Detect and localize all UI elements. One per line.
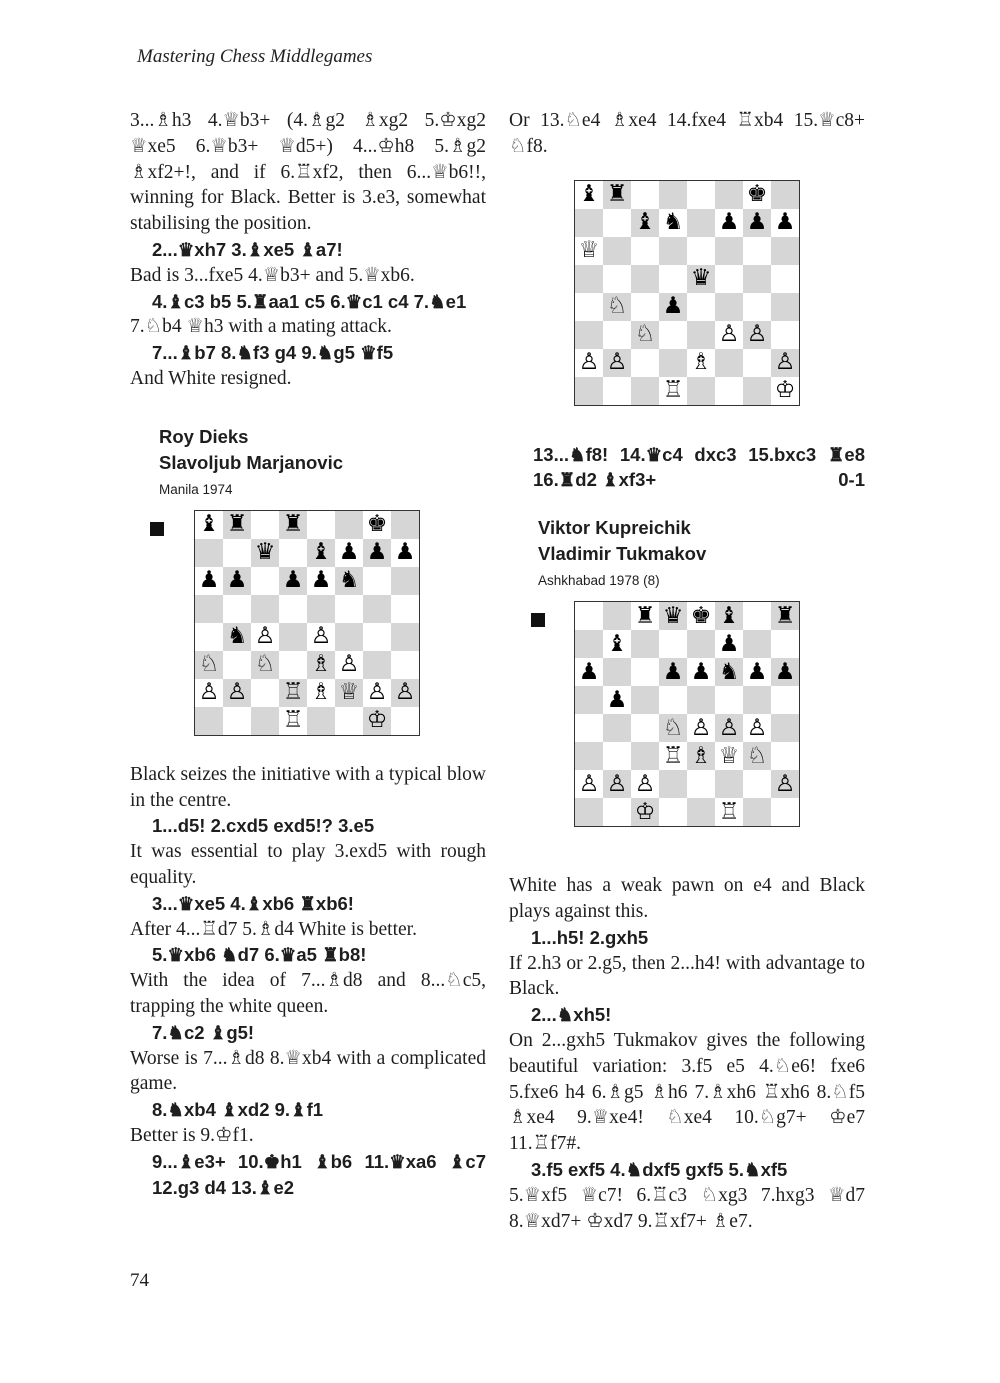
- chess-piece-icon: ♜: [223, 511, 251, 539]
- board-square: [195, 707, 223, 735]
- chess-piece-icon: ♟: [743, 658, 771, 686]
- left-paragraph-6: It was essential to play 3.exd5 with rough equality.: [130, 841, 486, 888]
- chess-piece-icon: ♗: [307, 679, 335, 707]
- chess-piece-icon: ♟: [575, 658, 603, 686]
- page-number: 74: [130, 1270, 149, 1291]
- board-square: [363, 595, 391, 623]
- right-moves-1: [509, 442, 865, 494]
- left-moves-9: 9...♝e3+ 10.♚h1 ♝b6 11.♛xa6 ♝c7 12.g3 d4 13.♝e2: [152, 1150, 486, 1198]
- game-header-2: [538, 515, 865, 591]
- board-square: [659, 686, 687, 714]
- board-square: [363, 623, 391, 651]
- chess-piece-icon: ♟: [659, 293, 687, 321]
- board-square: [771, 686, 799, 714]
- board-square: [687, 237, 715, 265]
- board-square: [687, 321, 715, 349]
- chess-piece-icon: ♙: [743, 714, 771, 742]
- chess-piece-icon: ♙: [631, 770, 659, 798]
- board-square: [603, 377, 631, 405]
- board-square: [743, 377, 771, 405]
- right-column: [509, 108, 865, 1234]
- chess-piece-icon: ♞: [223, 623, 251, 651]
- chess-piece-icon: ♘: [195, 651, 223, 679]
- left-paragraph-8: With the idea of 7...♗d8 and 8...♘c5, trapping the white queen.: [130, 970, 486, 1017]
- left-paragraph-3: 7.♘b4 ♕h3 with a mating attack.: [130, 316, 392, 338]
- board-square: [687, 686, 715, 714]
- left-moves-2: 4.♝c3 b5 5.♜aa1 c5 6.♛c1 c4 7.♞e1: [152, 290, 467, 312]
- board-square: [575, 686, 603, 714]
- chess-piece-icon: ♕: [575, 237, 603, 265]
- board-square: [575, 742, 603, 770]
- board-square: [391, 567, 419, 595]
- board-square: [195, 623, 223, 651]
- board-square: [251, 679, 279, 707]
- chess-piece-icon: ♟: [195, 567, 223, 595]
- left-paragraph-7: After 4...♖d7 5.♗d4 White is better.: [130, 918, 417, 940]
- board-square: [715, 265, 743, 293]
- board-square: [771, 293, 799, 321]
- left-paragraph-5: Black seizes the initiative with a typical blow in the centre.: [130, 763, 486, 811]
- chess-piece-icon: ♟: [223, 567, 251, 595]
- board-square: [743, 265, 771, 293]
- chess-piece-icon: ♗: [307, 651, 335, 679]
- chess-piece-icon: ♜: [771, 602, 799, 630]
- board-square: [223, 539, 251, 567]
- board-square: [307, 511, 335, 539]
- game-header-1: [159, 424, 486, 500]
- chess-piece-icon: ♖: [659, 742, 687, 770]
- chess-piece-icon: ♟: [715, 630, 743, 658]
- board-square: [575, 293, 603, 321]
- board-square: [603, 602, 631, 630]
- chess-piece-icon: ♙: [223, 679, 251, 707]
- board-square: [631, 658, 659, 686]
- left-moves-5: 3...♛xe5 4.♝xb6 ♜xb6!: [152, 892, 354, 914]
- board-square: [575, 321, 603, 349]
- board-square: [771, 742, 799, 770]
- board-square: [659, 181, 687, 209]
- chess-piece-icon: ♟: [391, 539, 419, 567]
- board-square: [631, 237, 659, 265]
- white-player-name: Viktor Kupreichik: [538, 517, 691, 539]
- board-square: [603, 658, 631, 686]
- board-square: [687, 770, 715, 798]
- chess-piece-icon: ♚: [743, 181, 771, 209]
- chess-piece-icon: ♝: [575, 181, 603, 209]
- board-square: [771, 237, 799, 265]
- board-square: [603, 742, 631, 770]
- board-square: [659, 265, 687, 293]
- board-square: [659, 630, 687, 658]
- chess-piece-icon: ♟: [335, 539, 363, 567]
- board-square: [279, 651, 307, 679]
- chess-piece-icon: ♟: [363, 539, 391, 567]
- board-square: [771, 181, 799, 209]
- board-square: [743, 602, 771, 630]
- chess-piece-icon: ♘: [743, 742, 771, 770]
- chess-piece-icon: ♙: [771, 770, 799, 798]
- board-square: [575, 209, 603, 237]
- board-square: [631, 265, 659, 293]
- right-paragraph-1: Or 13.♘e4 ♗xe4 14.fxe4 ♖xb4 15.♕c8+ ♘f8.: [509, 110, 865, 157]
- chess-piece-icon: ♖: [279, 679, 307, 707]
- chess-piece-icon: ♟: [687, 658, 715, 686]
- moves-text: 13...♞f8! 14.♛c4 dxc3 15.bxc3 ♜e8 16.♜d2 ♝xf3+: [533, 443, 865, 491]
- chess-piece-icon: ♟: [771, 209, 799, 237]
- board-square: [335, 623, 363, 651]
- left-moves-4: 1...d5! 2.cxd5 exd5!? 3.e5: [152, 815, 375, 837]
- chess-piece-icon: ♔: [631, 798, 659, 826]
- board-square: [279, 539, 307, 567]
- chess-piece-icon: ♘: [603, 293, 631, 321]
- board-square: [335, 707, 363, 735]
- chess-piece-icon: ♖: [715, 798, 743, 826]
- board-square: [687, 798, 715, 826]
- chess-piece-icon: ♛: [659, 602, 687, 630]
- chess-piece-icon: ♙: [335, 651, 363, 679]
- board-square: [743, 237, 771, 265]
- chess-piece-icon: ♙: [575, 349, 603, 377]
- chessboard: [574, 601, 800, 827]
- left-moves-6: 5.♛xb6 ♞d7 6.♛a5 ♜b8!: [152, 944, 367, 966]
- chess-piece-icon: ♟: [307, 567, 335, 595]
- board-square: [575, 377, 603, 405]
- left-paragraph-9: Worse is 7...♗d8 8.♕xb4 with a complicated game.: [130, 1047, 486, 1095]
- chess-piece-icon: ♕: [715, 742, 743, 770]
- chess-piece-icon: ♝: [603, 630, 631, 658]
- left-column: [130, 108, 486, 1200]
- chess-piece-icon: ♜: [279, 511, 307, 539]
- board-square: [715, 686, 743, 714]
- board-square: [631, 349, 659, 377]
- chess-piece-icon: ♟: [659, 658, 687, 686]
- white-player-name: Roy Dieks: [159, 425, 249, 447]
- chess-piece-icon: ♕: [335, 679, 363, 707]
- board-square: [771, 321, 799, 349]
- chess-piece-icon: ♝: [631, 209, 659, 237]
- board-square: [771, 265, 799, 293]
- chess-piece-icon: ♙: [603, 349, 631, 377]
- board-square: [603, 209, 631, 237]
- board-square: [223, 595, 251, 623]
- board-square: [771, 714, 799, 742]
- chess-piece-icon: ♙: [363, 679, 391, 707]
- board-square: [687, 209, 715, 237]
- right-moves-3: 2...♞xh5!: [531, 1004, 612, 1026]
- board-square: [715, 377, 743, 405]
- board-square: [195, 595, 223, 623]
- board-square: [771, 798, 799, 826]
- chess-piece-icon: ♚: [363, 511, 391, 539]
- chess-piece-icon: ♘: [251, 651, 279, 679]
- board-square: [307, 707, 335, 735]
- chess-piece-icon: ♘: [631, 321, 659, 349]
- chess-piece-icon: ♟: [603, 686, 631, 714]
- board-square: [631, 377, 659, 405]
- board-square: [603, 714, 631, 742]
- left-paragraph-2: Bad is 3...fxe5 4.♕b3+ and 5.♕xb6.: [130, 264, 415, 286]
- board-square: [743, 770, 771, 798]
- chess-piece-icon: ♟: [279, 567, 307, 595]
- black-to-move-marker: [531, 613, 545, 627]
- board-square: [223, 707, 251, 735]
- chess-piece-icon: ♙: [715, 321, 743, 349]
- board-square: [223, 651, 251, 679]
- board-square: [687, 293, 715, 321]
- right-paragraph-3: If 2.h3 or 2.g5, then 2...h4! with advantage to Black.: [509, 952, 865, 1000]
- board-square: [659, 798, 687, 826]
- chessboard: [574, 180, 800, 406]
- left-paragraph-10: Better is 9.♔f1.: [130, 1124, 254, 1146]
- board-square: [575, 630, 603, 658]
- board-square: [631, 181, 659, 209]
- right-paragraph-2: White has a weak pawn on e4 and Black plays against this.: [509, 875, 865, 922]
- board-square: [603, 321, 631, 349]
- board-square: [251, 511, 279, 539]
- board-square: [715, 349, 743, 377]
- chess-piece-icon: ♙: [715, 714, 743, 742]
- board-square: [743, 293, 771, 321]
- chess-piece-icon: ♔: [771, 377, 799, 405]
- chess-piece-icon: ♝: [195, 511, 223, 539]
- board-square: [575, 265, 603, 293]
- left-moves-7: 7.♞c2 ♝g5!: [152, 1021, 255, 1043]
- chess-piece-icon: ♟: [715, 209, 743, 237]
- board-square: [687, 630, 715, 658]
- event-name: Manila 1974: [159, 481, 233, 497]
- left-moves-1: 2...♛xh7 3.♝xe5 ♝a7!: [152, 238, 343, 260]
- board-square: [391, 511, 419, 539]
- chess-piece-icon: ♙: [307, 623, 335, 651]
- chess-piece-icon: ♝: [307, 539, 335, 567]
- black-player-name: Slavoljub Marjanovic: [159, 451, 344, 473]
- board-square: [715, 770, 743, 798]
- board-square: [631, 686, 659, 714]
- board-square: [279, 595, 307, 623]
- chess-piece-icon: ♜: [603, 181, 631, 209]
- board-square: [715, 293, 743, 321]
- board-square: [251, 595, 279, 623]
- right-paragraph-4: On 2...gxh5 Tukmakov gives the following beautiful variation: 3.f5 e5 4.♘e6! fxe6 5.fxe6 h4 6.♗g5 ♗h6 7.♗xh6 ♖xh6 8.♘f5 ♗xe4 9.♕xe4! ♘xe4 10.♘g7+ ♔e7 11.♖f7#.: [509, 1029, 865, 1155]
- chess-piece-icon: ♟: [743, 209, 771, 237]
- board-square: [631, 293, 659, 321]
- board-square: [335, 595, 363, 623]
- chess-piece-icon: ♝: [715, 602, 743, 630]
- chess-diagram-1: [130, 510, 486, 762]
- board-square: [603, 798, 631, 826]
- black-player-name: Vladimir Tukmakov: [538, 543, 707, 565]
- chess-piece-icon: ♔: [363, 707, 391, 735]
- board-square: [603, 265, 631, 293]
- board-square: [687, 377, 715, 405]
- chess-piece-icon: ♞: [659, 209, 687, 237]
- chess-piece-icon: ♟: [771, 658, 799, 686]
- board-square: [743, 798, 771, 826]
- board-square: [715, 237, 743, 265]
- board-square: [391, 623, 419, 651]
- chess-piece-icon: ♖: [279, 707, 307, 735]
- chess-piece-icon: ♞: [335, 567, 363, 595]
- board-square: [195, 539, 223, 567]
- chess-piece-icon: ♞: [715, 658, 743, 686]
- board-square: [391, 595, 419, 623]
- black-to-move-marker: [150, 522, 164, 536]
- board-square: [603, 237, 631, 265]
- event-name: Ashkhabad 1978 (8): [538, 573, 660, 589]
- chess-diagram-2: [509, 180, 865, 442]
- left-paragraph-4: And White resigned.: [130, 367, 292, 389]
- chess-piece-icon: ♙: [771, 349, 799, 377]
- board-square: [391, 651, 419, 679]
- board-square: [631, 630, 659, 658]
- right-moves-4: 3.f5 exf5 4.♞dxf5 gxf5 5.♞xf5: [531, 1158, 788, 1180]
- chess-piece-icon: ♙: [687, 714, 715, 742]
- board-square: [363, 651, 391, 679]
- left-paragraph-1: 3...♗h3 4.♕b3+ (4.♗g2 ♗xg2 5.♔xg2 ♕xe5 6.♕b3+ ♕d5+) 4...♔h8 5.♗g2 ♗xf2+!, and if 6.♖xf2, then 6...♕b6!!, winning for Black. Better is 3.e3, somewhat stabilising the position.: [130, 110, 486, 235]
- board-square: [743, 349, 771, 377]
- board-square: [279, 623, 307, 651]
- game-result: 0-1: [838, 469, 865, 491]
- board-square: [659, 237, 687, 265]
- chess-diagram-3: [509, 601, 865, 873]
- chess-piece-icon: ♙: [251, 623, 279, 651]
- board-square: [631, 742, 659, 770]
- chess-piece-icon: ♙: [743, 321, 771, 349]
- board-square: [391, 707, 419, 735]
- chess-piece-icon: ♜: [631, 602, 659, 630]
- board-square: [715, 181, 743, 209]
- right-moves-2: 1...h5! 2.gxh5: [531, 926, 649, 948]
- chessboard: [194, 510, 420, 736]
- board-square: [687, 181, 715, 209]
- chess-piece-icon: ♗: [687, 742, 715, 770]
- chess-piece-icon: ♙: [195, 679, 223, 707]
- chess-piece-icon: ♚: [687, 602, 715, 630]
- board-square: [307, 595, 335, 623]
- chess-piece-icon: ♖: [659, 377, 687, 405]
- chess-piece-icon: ♙: [575, 770, 603, 798]
- chess-piece-icon: ♛: [251, 539, 279, 567]
- board-square: [659, 321, 687, 349]
- chess-piece-icon: ♙: [603, 770, 631, 798]
- board-square: [743, 686, 771, 714]
- left-moves-3: 7...♝b7 8.♞f3 g4 9.♞g5 ♛f5: [152, 342, 394, 364]
- chess-piece-icon: ♘: [659, 714, 687, 742]
- chess-piece-icon: ♙: [391, 679, 419, 707]
- board-square: [363, 567, 391, 595]
- board-square: [743, 630, 771, 658]
- board-square: [575, 714, 603, 742]
- board-square: [659, 770, 687, 798]
- board-square: [335, 511, 363, 539]
- chess-piece-icon: ♛: [687, 265, 715, 293]
- board-square: [771, 630, 799, 658]
- board-square: [251, 707, 279, 735]
- right-paragraph-5: 5.♕xf5 ♕c7! 6.♖c3 ♘xg3 7.hxg3 ♕d7 8.♕xd7+ ♔xd7 9.♖xf7+ ♗e7.: [509, 1184, 865, 1232]
- left-moves-8: 8.♞xb4 ♝xd2 9.♝f1: [152, 1099, 324, 1121]
- board-square: [659, 349, 687, 377]
- chess-piece-icon: ♗: [687, 349, 715, 377]
- board-square: [251, 567, 279, 595]
- board-square: [631, 714, 659, 742]
- board-square: [575, 602, 603, 630]
- board-square: [575, 798, 603, 826]
- running-head: Mastering Chess Middlegames: [137, 46, 373, 67]
